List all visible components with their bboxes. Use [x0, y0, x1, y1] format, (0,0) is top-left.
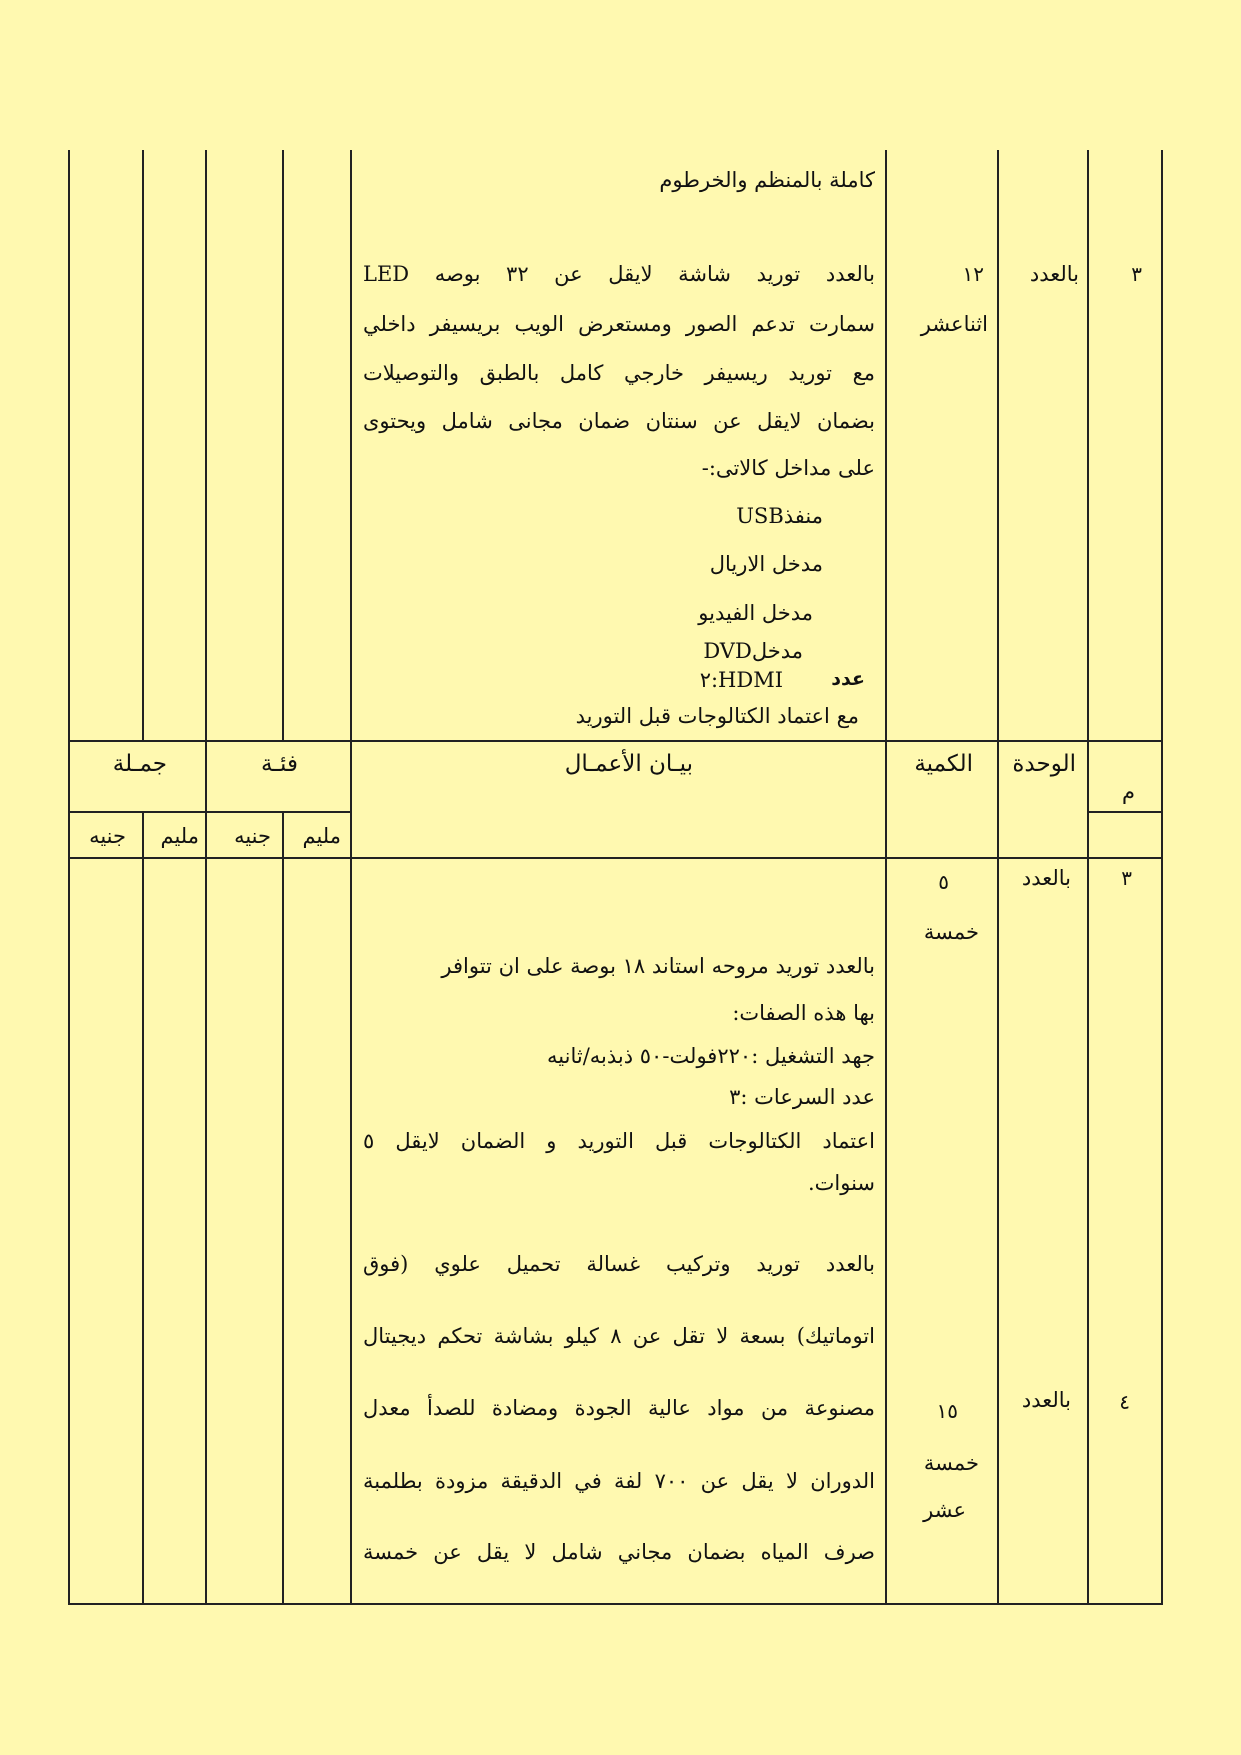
desc-line: بضمان لايقل عن سنتان ضمان مجانى شامل ويحتوى [363, 409, 875, 433]
col-total-header: جمـلة [112, 751, 167, 777]
qty-number: ١٥ [936, 1399, 958, 1423]
grid-line [885, 857, 887, 1605]
grid-line [1087, 857, 1089, 1605]
col-qty-header: الكمية [914, 751, 973, 777]
desc-line: سنوات. [807, 1171, 875, 1195]
grid-line [68, 740, 70, 859]
grid-line [282, 857, 284, 1605]
qty-words: عشر [923, 1498, 966, 1522]
grid-line [142, 811, 144, 859]
desc-line: صرف المياه بضمان مجاني شامل لا يقل عن خمسة [363, 1540, 875, 1564]
grid-line [1087, 740, 1089, 859]
grid-line [1161, 857, 1163, 1605]
grid-line [1161, 740, 1163, 859]
grid-line [997, 150, 999, 741]
grid-line [350, 150, 352, 741]
grid-line [350, 857, 352, 1605]
desc-line: مصنوعة من مواد عالية الجودة ومضادة للصدأ معدل [363, 1396, 875, 1420]
grid-line [68, 1603, 1163, 1605]
desc-line: بالعدد توريد وتركيب غسالة تحميل علوي (فوق [363, 1252, 875, 1276]
col-price-header: فئـة [260, 751, 298, 777]
desc-line: على مداخل كالاتى:- [701, 456, 875, 480]
grid-line [68, 811, 352, 813]
desc-line: الدوران لا يقل عن ٧٠٠ لفة في الدقيقة مزودة بطلمبة [363, 1469, 875, 1493]
desc-line: سمارت تدعم الصور ومستعرض الويب بريسيفر داخلي [363, 312, 875, 336]
grid-line [142, 857, 144, 1605]
grid-line [282, 811, 284, 859]
grid-line [205, 740, 207, 859]
grid-line [1161, 150, 1163, 741]
qty-words: خمسة [923, 1451, 979, 1475]
desc-line: بالعدد توريد مروحه استاند ١٨ بوصة على ان تتوافر [441, 954, 875, 978]
sub-header-pound: جنيه [89, 824, 126, 848]
input-item: مدخل الفيديو [698, 601, 813, 625]
grid-line [282, 150, 284, 741]
unit-value: بالعدد [1029, 262, 1079, 286]
grid-line [885, 150, 887, 741]
grid-line [205, 150, 207, 741]
grid-line [142, 150, 144, 741]
unit-value: بالعدد [1021, 866, 1071, 890]
desc-line: بها هذه الصفات: [732, 1001, 875, 1025]
qty-number: ١٢ [962, 262, 984, 286]
hdmi-value: HDMI:٢ [699, 668, 783, 692]
grid-line [885, 740, 887, 859]
row-number: ٤ [1119, 1390, 1130, 1414]
hdmi-label: عدد [831, 668, 865, 690]
grid-line [1087, 150, 1089, 741]
input-item: مدخل الاريال [709, 552, 823, 576]
desc-line: جهد التشغيل :٢٢٠فولت-٥٠ ذبذبه/ثانيه [547, 1044, 875, 1068]
col-no-header: م [1121, 780, 1135, 804]
qty-number: ٥ [938, 870, 949, 894]
qty-words: اثناعشر [920, 312, 988, 336]
grid-line [997, 740, 999, 859]
desc-line: بالعدد توريد شاشة لايقل عن ٣٢ بوصه LED [363, 262, 875, 286]
grid-line [68, 857, 70, 1605]
grid-line [68, 150, 70, 741]
desc-line: مع توريد ريسيفر خارجي كامل بالطبق والتوصيلات [363, 361, 875, 385]
input-item: منفذUSB [736, 504, 823, 528]
sub-header-millime: مليم [160, 824, 199, 848]
qty-words: خمسة [923, 920, 979, 944]
prev-item-line: كاملة بالمنظم والخرطوم [659, 168, 875, 192]
desc-line: عدد السرعات :٣ [729, 1085, 875, 1109]
grid-line [205, 857, 207, 1605]
catalog-note: مع اعتماد الكتالوجات قبل التوريد [575, 704, 859, 728]
input-item: مدخلDVD [703, 639, 803, 663]
col-unit-header: الوحدة [1012, 751, 1076, 777]
row-number: ٣ [1131, 262, 1142, 286]
desc-line: اعتماد الكتالوجات قبل التوريد و الضمان لايقل ٥ [363, 1129, 875, 1153]
grid-line [350, 740, 352, 859]
desc-line: اتوماتيك) بسعة لا تقل عن ٨ كيلو بشاشة تحكم ديجيتال [363, 1324, 875, 1348]
col-desc-header: بيـان الأعمـال [564, 751, 693, 777]
sub-header-millime: مليم [302, 824, 341, 848]
unit-value: بالعدد [1021, 1388, 1071, 1412]
grid-line [1087, 811, 1163, 813]
row-number: ٣ [1121, 866, 1132, 890]
grid-line [997, 857, 999, 1605]
sub-header-pound: جنيه [234, 824, 271, 848]
